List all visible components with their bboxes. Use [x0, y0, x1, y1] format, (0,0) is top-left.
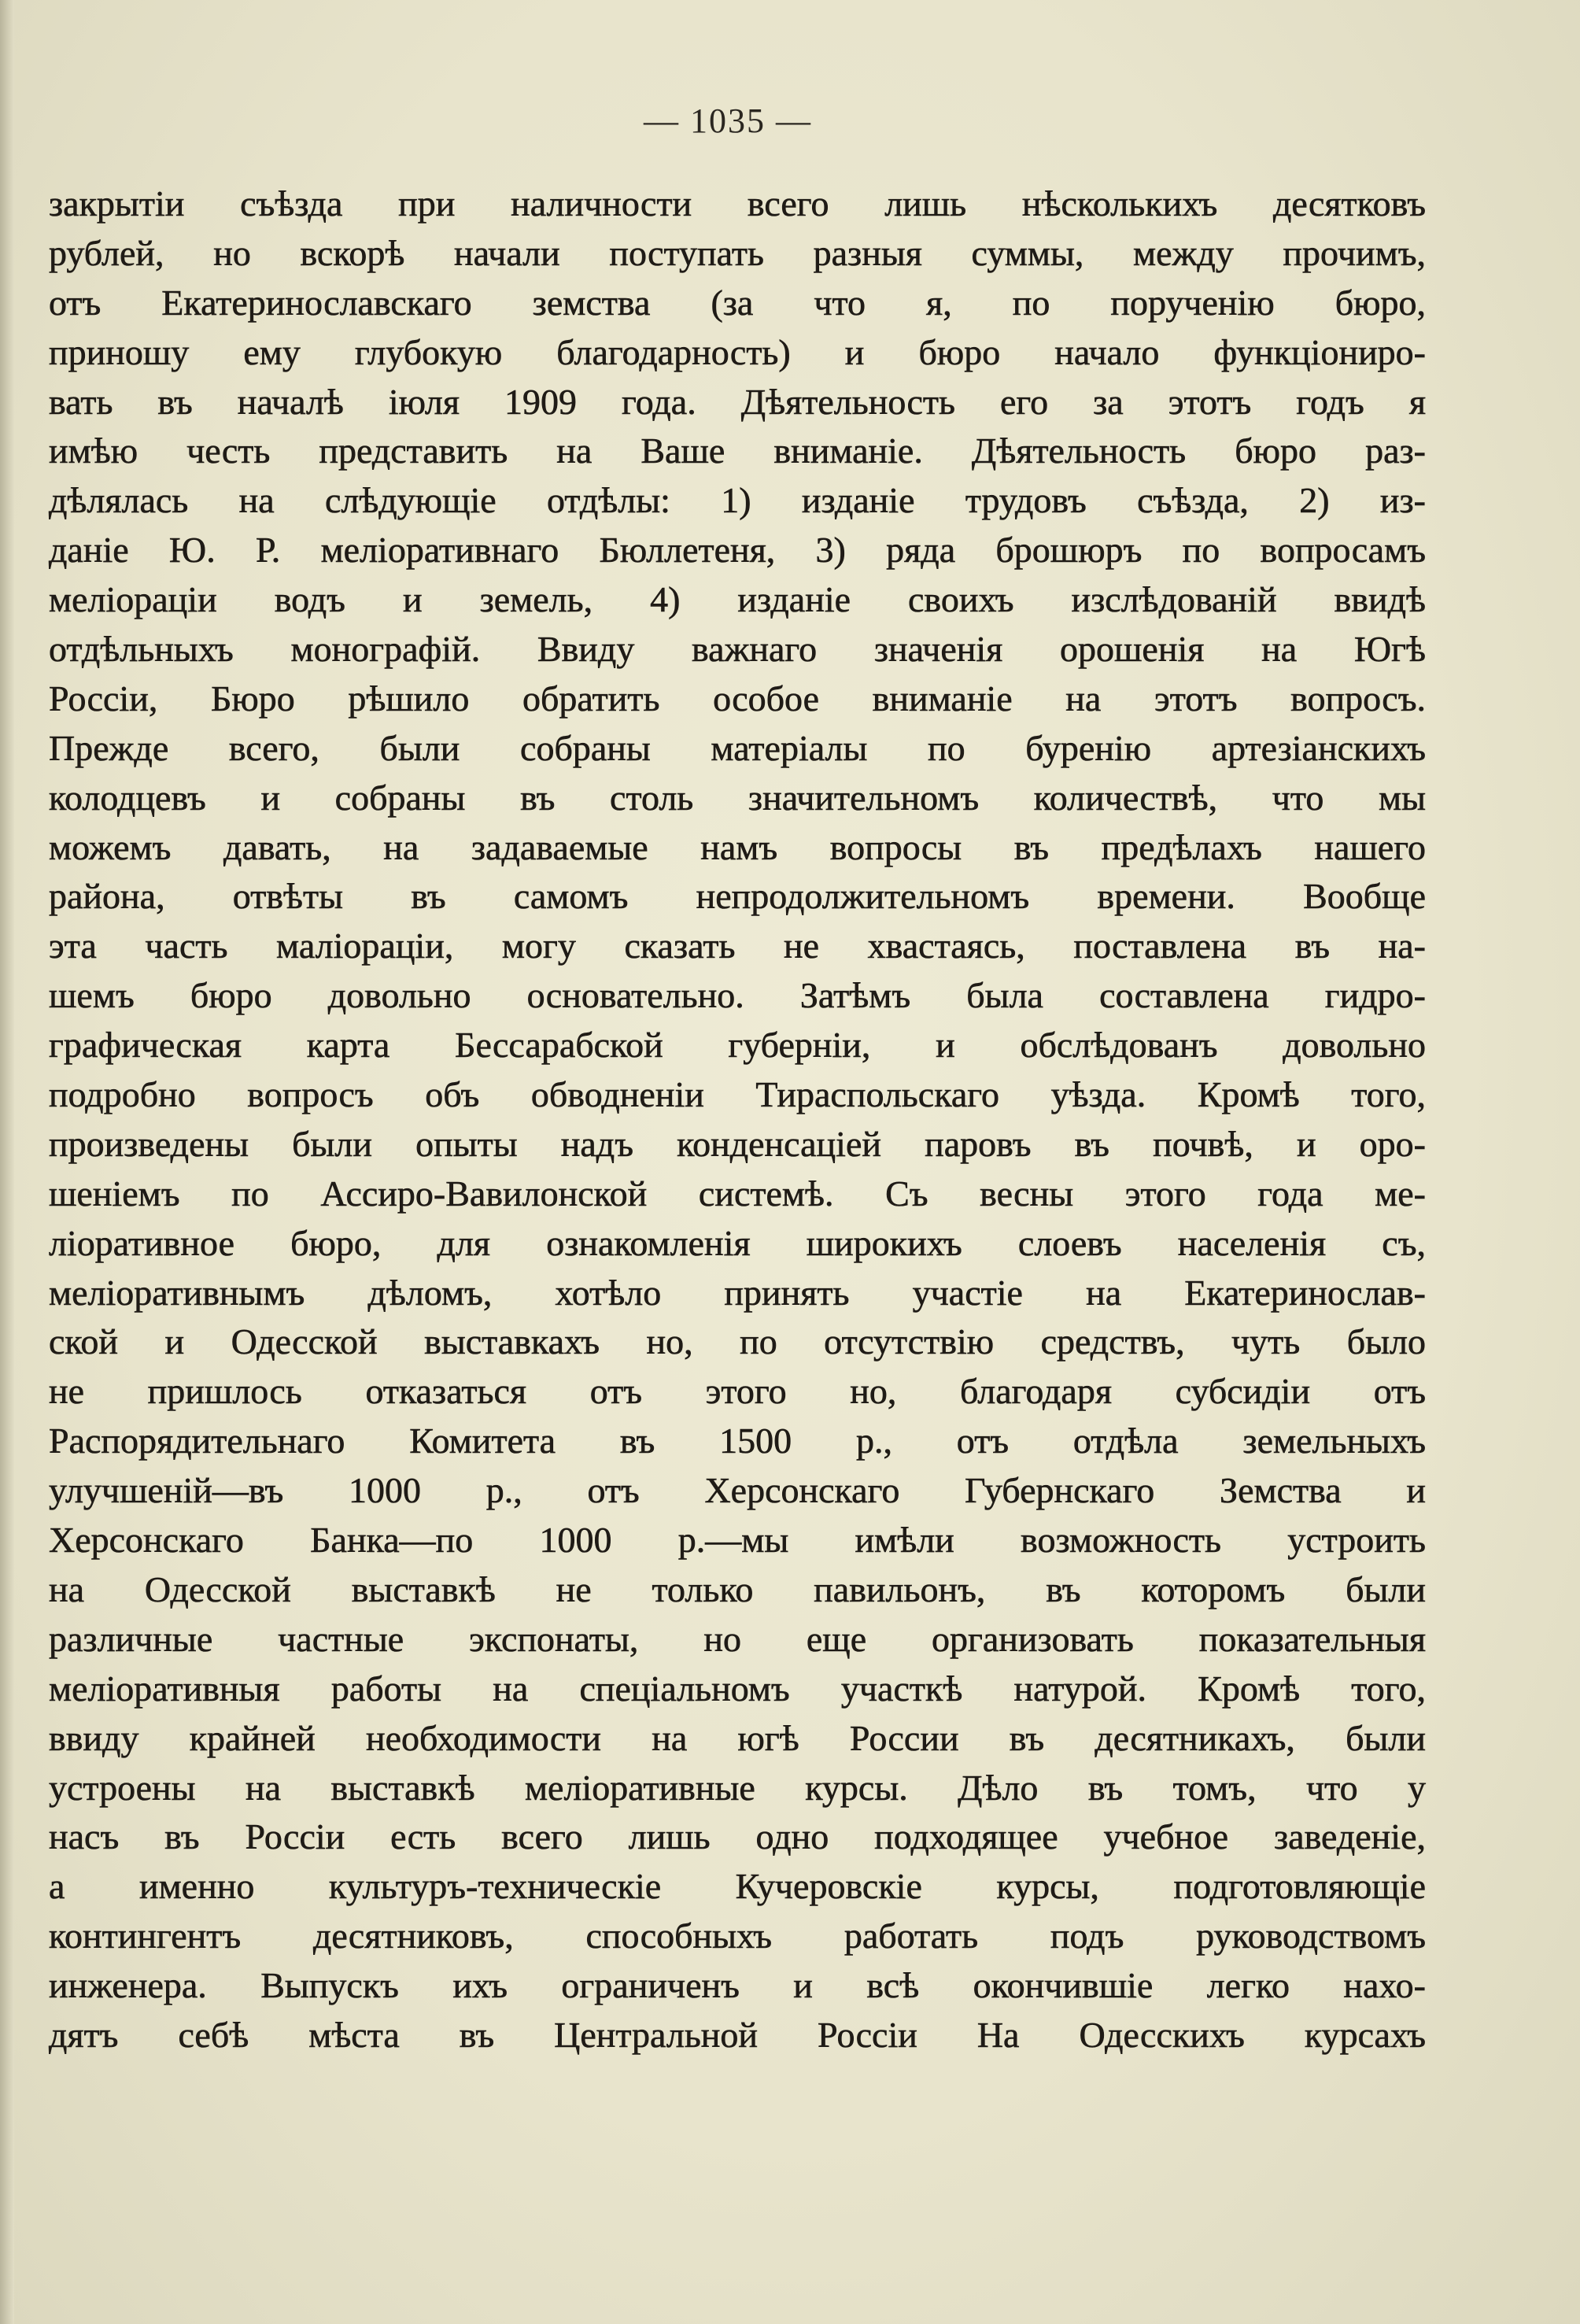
text-line: можемъ давать, на задаваемые намъ вопросы въ предѣлахъ нашего	[49, 826, 1426, 867]
text-line: отъ Екатеринославскаго земства (за что я, по порученію бюро,	[49, 282, 1426, 323]
page-number: — 1035 —	[644, 102, 812, 140]
text-line: различные частные экспонаты, но еще организовать показательныя	[49, 1618, 1426, 1659]
text-line: имѣю честь представить на Ваше вниманіе. Дѣятельность бюро раз-	[49, 430, 1426, 471]
text-line: ской и Одесской выставкахъ но, по отсутствію средствъ, чуть было	[49, 1321, 1426, 1362]
text-line: колодцевъ и собраны въ столь значительномъ количествѣ, что мы	[49, 777, 1426, 818]
text-line: Распорядительнаго Комитета въ 1500 р., отъ отдѣла земельныхъ	[49, 1421, 1426, 1461]
text-line: закрытіи съѣзда при наличности всего лишь нѣсколькихъ десятковъ	[49, 183, 1426, 224]
text-line: инженера. Выпускъ ихъ ограниченъ и всѣ окончившіе легко нахо-	[49, 1965, 1426, 2006]
text-line: дятъ себѣ мѣста въ Центральной Россіи На Одесскихъ курсахъ	[49, 2014, 1426, 2055]
text-line: района, отвѣты въ самомъ непродолжительномъ времени. Вообще	[49, 876, 1426, 917]
text-line: меліоративныя работы на спеціальномъ участкѣ натурой. Кромѣ того,	[49, 1668, 1426, 1709]
text-line: подробно вопросъ объ обводненіи Тираспольскаго уѣзда. Кромѣ того,	[49, 1074, 1426, 1115]
text-line: а именно культуръ-техническіе Кучеровскіе курсы, подготовляющіе	[49, 1866, 1426, 1907]
text-line: рублей, но вскорѣ начали поступать разныя суммы, между прочимъ,	[49, 232, 1426, 273]
text-line: произведены были опыты надъ конденсаціей паровъ въ почвѣ, и оро-	[49, 1123, 1426, 1164]
text-line: устроены на выставкѣ меліоративные курсы. Дѣло въ томъ, что у	[49, 1767, 1426, 1808]
text-line: улучшеній—въ 1000 р., отъ Херсонскаго Губернскаго Земства и	[49, 1470, 1426, 1511]
text-line: шемъ бюро довольно основательно. Затѣмъ была составлена гидро-	[49, 975, 1426, 1016]
text-line: на Одесской выставкѣ не только павильонъ, въ которомъ были	[49, 1568, 1426, 1609]
text-line: ввиду крайней необходимости на югѣ России въ десятникахъ, были	[49, 1717, 1426, 1758]
text-line: Херсонскаго Банка—по 1000 р.—мы имѣли возможность устроить	[49, 1520, 1426, 1561]
text-line: Россіи, Бюро рѣшило обратить особое вниманіе на этотъ вопросъ.	[49, 678, 1426, 719]
page-binding-edge	[0, 0, 14, 2324]
text-line: ліоративное бюро, для ознакомленія широкихъ слоевъ населенія съ,	[49, 1222, 1426, 1263]
text-line: графическая карта Бессарабской губерніи, и обслѣдованъ довольно	[49, 1025, 1426, 1066]
text-line: даніе Ю. Р. меліоративнаго Бюллетеня, 3) ряда брошюръ по вопросамъ	[49, 530, 1426, 571]
text-line: вать въ началѣ іюля 1909 года. Дѣятельность его за этотъ годъ я	[49, 381, 1426, 422]
text-line: не пришлось отказаться отъ этого но, благодаря субсидіи отъ	[49, 1371, 1426, 1412]
text-line: эта часть маліораціи, могу сказать не хвастаясь, поставлена въ на-	[49, 926, 1426, 966]
text-line: насъ въ Россіи есть всего лишь одно подходящее учебное заведеніе,	[49, 1816, 1426, 1857]
text-line: меліораціи водъ и земель, 4) изданіе своихъ изслѣдованій ввидѣ	[49, 579, 1426, 620]
text-line: шеніемъ по Ассиро-Вавилонской системѣ. Съ весны этого года ме-	[49, 1173, 1426, 1214]
body-text	[49, 179, 1426, 2060]
text-line: дѣлялась на слѣдующіе отдѣлы: 1) изданіе трудовъ съѣзда, 2) из-	[49, 480, 1426, 521]
text-line: отдѣльныхъ монографій. Ввиду важнаго значенія орошенія на Югѣ	[49, 629, 1426, 670]
text-line: приношу ему глубокую благодарность) и бюро начало функціониро-	[49, 331, 1426, 372]
text-line: меліоративнымъ дѣломъ, хотѣло принять участіе на Екатеринослав-	[49, 1272, 1426, 1313]
text-line: Прежде всего, были собраны матеріалы по буренію артезіанскихъ	[49, 727, 1426, 768]
text-line: контингентъ десятниковъ, способныхъ работать подъ руководствомъ	[49, 1916, 1426, 1956]
